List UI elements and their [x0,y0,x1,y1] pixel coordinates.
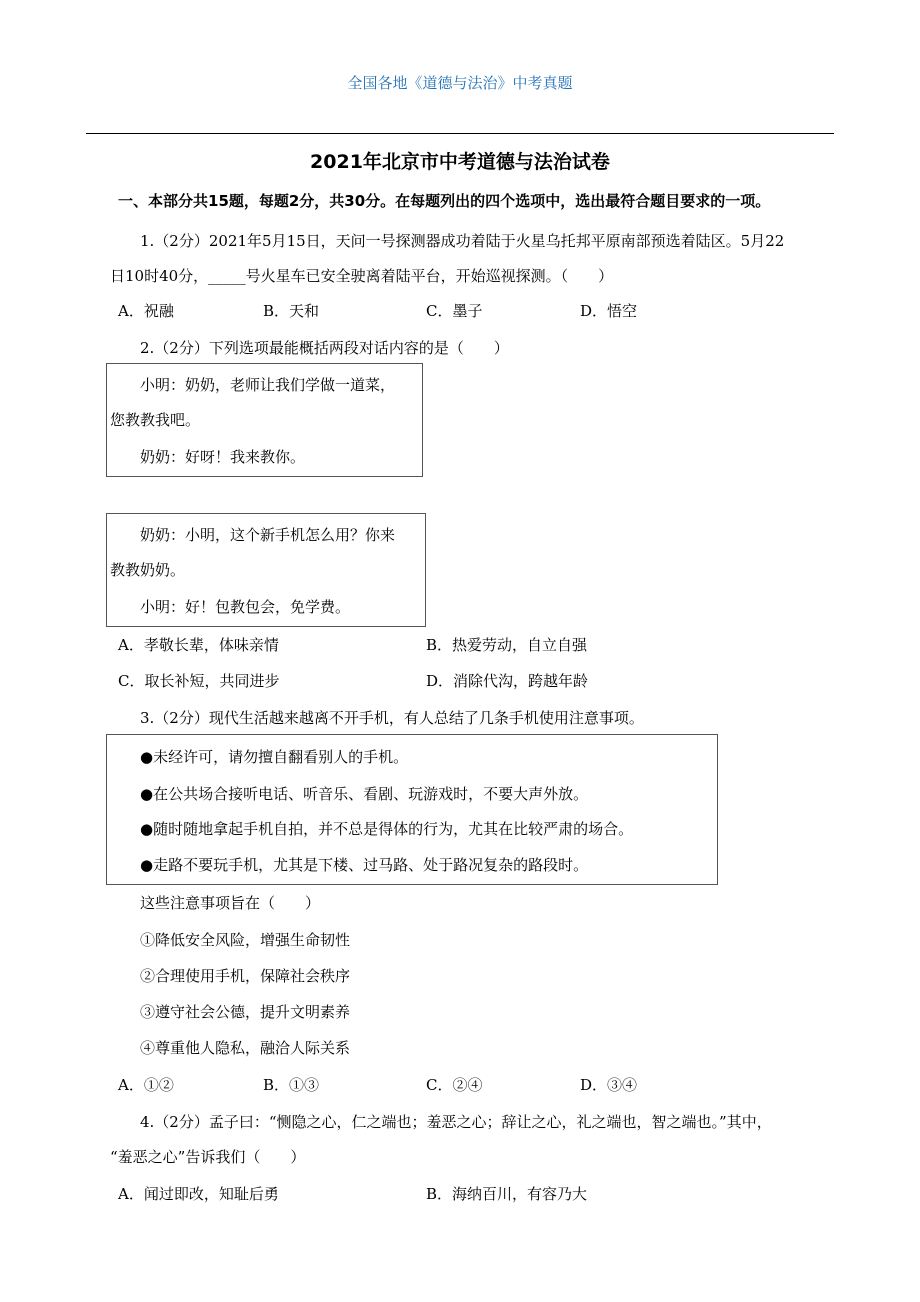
q4-option-b: B．海纳百川，有容乃大 [426,1185,588,1203]
q1-option-a: A．祝融 [118,302,174,320]
q1-option-d: D．悟空 [580,302,638,320]
q3-note-1: ●未经许可，请勿擅自翻看别人的手机。 [140,748,409,766]
q3-statement-4: ④尊重他人隐私，融洽人际关系 [140,1039,351,1057]
q4-option-a: A．闻过即改，知耻后勇 [118,1185,279,1203]
q3-statement-3: ③遵守社会公德，提升文明素养 [140,1003,351,1021]
q2-option-d: D．消除代沟，跨越年龄 [426,672,589,690]
q3-note-4: ●走路不要玩手机，尤其是下楼、过马路、处于路况复杂的路段时。 [140,856,589,874]
q2-dialog1-line3: 奶奶：好呀！我来教你。 [140,448,306,466]
q1-option-c: C．墨子 [426,302,483,320]
section-heading: 一、本部分共15题，每题2分，共30分。在每题列出的四个选项中，选出最符合题目要求的一项。 [118,192,771,210]
q3-option-b: B．①③ [263,1076,320,1094]
q2-option-a: A．孝敬长辈，体味亲情 [118,636,279,654]
q2-stem: 2.（2分）下列选项最能概括两段对话内容的是（ ） [140,339,509,357]
q3-note-2: ●在公共场合接听电话、听音乐、看剧、玩游戏时，不要大声外放。 [140,785,589,803]
q4-stem-line1: 4.（2分）孟子曰：“恻隐之心，仁之端也；羞恶之心；辞让之心，礼之端也，智之端也。”其中， [140,1113,772,1131]
q4-stem-line2: “羞恶之心”告诉我们（ ） [110,1148,306,1166]
q3-option-d: D．③④ [580,1076,638,1094]
q2-dialog2-line1: 奶奶：小明，这个新手机怎么用？你来 [140,526,396,544]
q2-option-c: C．取长补短，共同进步 [118,672,280,690]
q3-followup: 这些注意事项旨在（ ） [140,894,321,912]
header-link[interactable]: 全国各地《道德与法治》中考真题 [347,74,573,92]
q1-stem-line2: 日10时40分，_____号火星车已安全驶离着陆平台，开始巡视探测。（ ） [110,267,614,285]
q3-statement-2: ②合理使用手机，保障社会秩序 [140,967,351,985]
q2-dialog1-line1: 小明：奶奶，老师让我们学做一道菜， [140,376,396,394]
header-divider [86,133,834,134]
q1-option-b: B．天和 [263,302,320,320]
q2-dialog2-line3: 小明：好！包教包会，免学费。 [140,598,351,616]
page-title: 2021年北京市中考道德与法治试卷 [310,151,610,173]
q3-statement-1: ①降低安全风险，增强生命韧性 [140,931,351,949]
q2-dialog2-line2: 教教奶奶。 [110,561,186,579]
q3-option-a: A．①② [118,1076,174,1094]
q3-stem: 3.（2分）现代生活越来越离不开手机，有人总结了几条手机使用注意事项。 [140,709,644,727]
q3-note-3: ●随时随地拿起手机自拍，并不总是得体的行为，尤其在比较严肃的场合。 [140,820,634,838]
q2-option-b: B．热爱劳动，自立自强 [426,636,588,654]
q3-option-c: C．②④ [426,1076,483,1094]
q2-dialog1-line2: 您教教我吧。 [110,411,201,429]
q1-stem-line1: 1.（2分）2021年5月15日，天问一号探测器成功着陆于火星乌托邦平原南部预选着陆区。5月22 [140,232,785,250]
